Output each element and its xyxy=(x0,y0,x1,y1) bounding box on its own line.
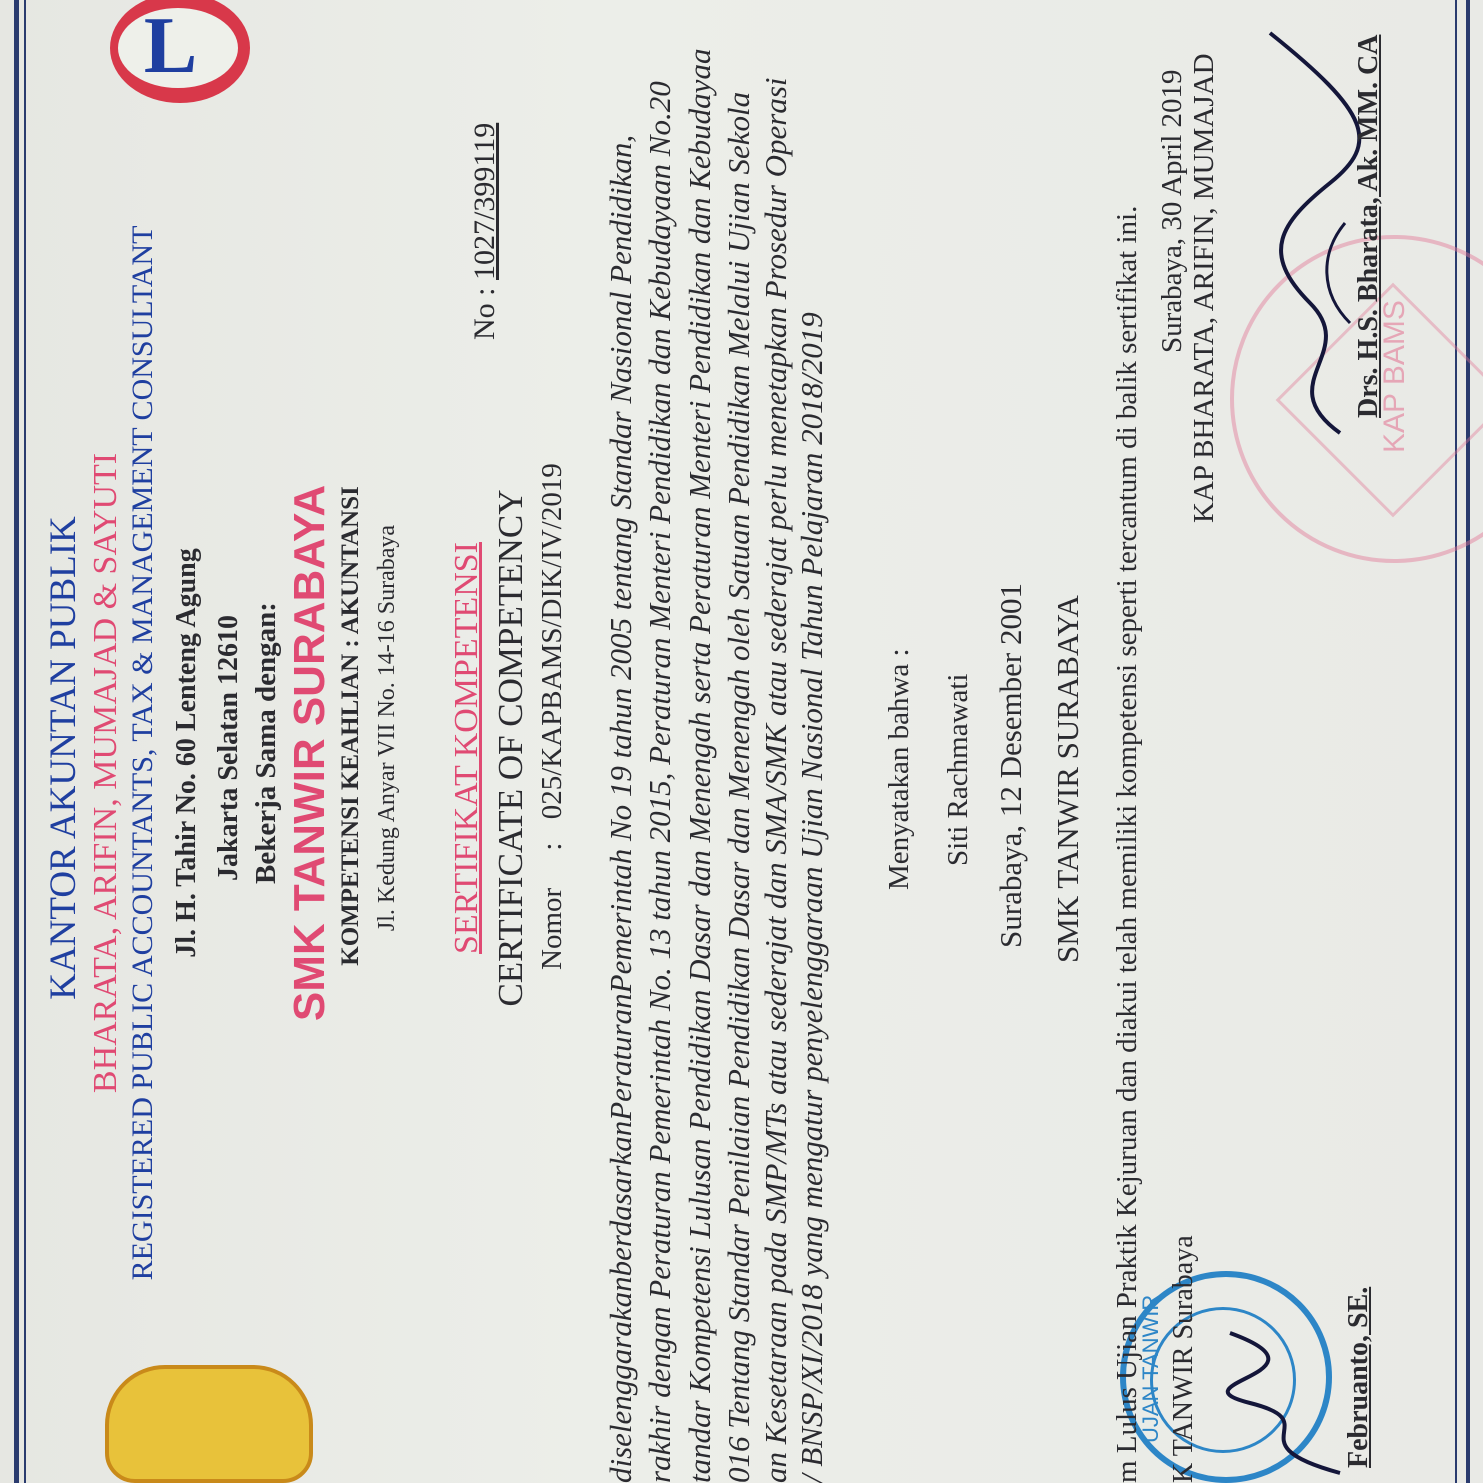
cert-number-value: 1027/399119 xyxy=(468,122,501,280)
blue-stamp-text: UJAN TANWIR xyxy=(1138,1294,1163,1443)
kap-logo-letter-icon: L xyxy=(143,1,198,90)
recipient-school: SMK TANWIR SURABAYA xyxy=(1050,595,1085,963)
header-address-city: Jakarta Selatan 12610 xyxy=(213,615,244,881)
header-cooperation: Bekerja Sama dengan: xyxy=(250,602,282,884)
pink-stamp-text: KAP BAMS xyxy=(1378,300,1411,453)
title-english: CERTIFICATE OF COMPETENCY xyxy=(491,489,530,1007)
body-line-6: / BNSP/XI/2018 yang mengatur penyelenggaraan Ujian Nasional Tahun Pelajaran 2018/2019 xyxy=(794,312,829,1483)
registered-label: REGISTERED xyxy=(126,1097,159,1281)
signature-place-date: Surabaya, 30 April 2019 xyxy=(1156,69,1188,353)
header-kap-title: KANTOR AKUNTAN PUBLIK xyxy=(43,516,84,1000)
title-nomor xyxy=(538,463,567,970)
registered-desc: PUBLIC ACCOUNTANTS, TAX & MANAGEMENT CONSULTANT xyxy=(126,225,159,1090)
body-line-2: rakhir dengan Peraturan Pemerintah No. 13 tahun 2015, Peraturan Menteri Pendidikan dan Kebudayaan No.20 xyxy=(642,81,677,1483)
school-logo xyxy=(105,1365,313,1483)
passed-statement: m Lulus Ujian Praktik Kejuruan dan diakui telah memiliki kompetensi seperti tercantum di balik sertifikat ini. xyxy=(1111,205,1143,1483)
header-school-name: SMK TANWIR SURABAYA xyxy=(285,484,334,1022)
cert-number xyxy=(470,123,500,340)
body-line-1: diselenggarakanberdasarkanPeraturanPemerintah No 19 tahun 2005 tentang Standar Nasional Pendidikan, xyxy=(603,134,638,1483)
nomor-label: Nomor xyxy=(536,887,568,970)
signature-left-name: Februanto, SE. xyxy=(1343,1286,1374,1468)
firm-name-part2: MUMAJAD & SAYUTI xyxy=(87,452,124,790)
body-line-4: 016 Tentang Standar Penilaian Pendidikan Dasar dan Menengah oleh Satuan Pendidikan Melalui Ujian Sekola xyxy=(721,91,756,1483)
declaration-intro: Menyatakan bahwa : xyxy=(883,648,915,890)
signature-left-org: K TANWIR Surabaya xyxy=(1168,1235,1199,1483)
nomor-value: 025/KAPBAMS/DIK/IV/2019 xyxy=(536,463,568,820)
signature-right-name: Drs. H.S. Bharata, Ak. MM. CA xyxy=(1353,34,1384,418)
header-registered xyxy=(128,226,158,1281)
header-address-street: Jl. H. Tahir No. 60 Lenteng Agung xyxy=(171,548,202,958)
signature-firm: KAP BHARATA, ARIFIN, MUMAJAD xyxy=(1188,53,1220,523)
body-line-3: tandar Kompetensi Lulusan Pendidikan Dasar dan Menengah serta Peraturan Menteri Pendidikan dan Kebudayaa xyxy=(682,48,717,1483)
header-competency: KOMPETENSI KEAHLIAN : AKUNTANSI xyxy=(337,486,364,966)
cert-number-label: No : xyxy=(468,287,501,340)
title-indonesian: SERTIFIKAT KOMPETENSI xyxy=(448,542,485,954)
nomor-separator: : xyxy=(536,842,568,851)
recipient-birth: Surabaya, 12 Desember 2001 xyxy=(993,582,1028,948)
signature-left-icon xyxy=(1210,1313,1360,1483)
body-line-5: an Kesetaraan pada SMP/MTs atau sederajat dan SMA/SMK atau sederajat perlu menetapkan Prosedur Operasi xyxy=(758,77,793,1483)
header-school-address: Jl. Kedung Anyar VII No. 14-16 Surabaya xyxy=(374,524,400,932)
recipient-name: Siti Rachmawati xyxy=(942,673,974,866)
header-firm-name xyxy=(89,453,123,1093)
firm-name-part1: BHARATA, ARIFIN, xyxy=(87,798,124,1094)
